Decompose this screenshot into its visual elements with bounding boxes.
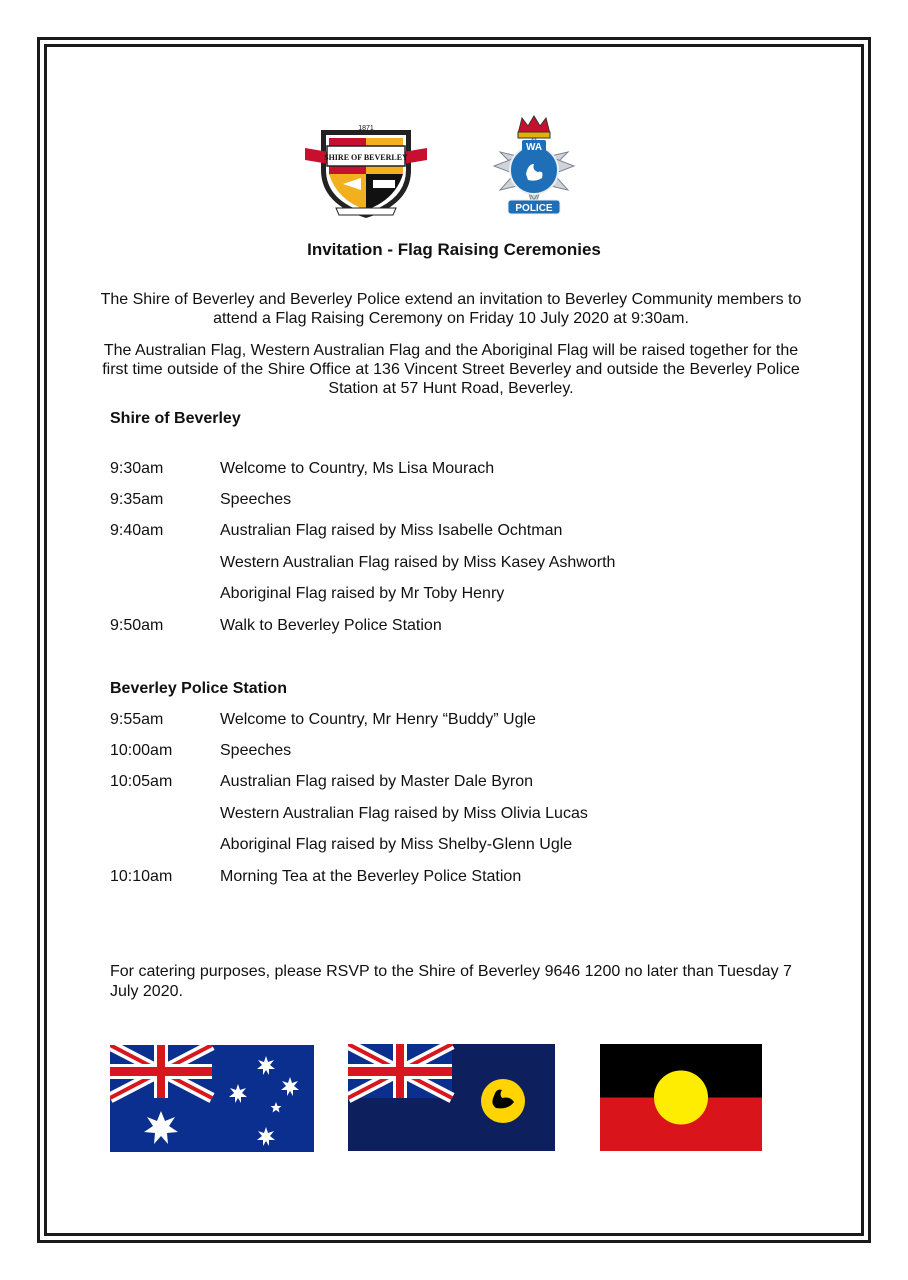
- police-badge-wa: WA: [525, 142, 543, 153]
- intro-paragraph-2: The Australian Flag, Western Australian Flag and the Aboriginal Flag will be raised together for the first time outside of the Shire Office at 136 Vincent Street Beverley and outside the Beverley Police Station at 57 Hunt Road, Beverley.: [102, 342, 800, 397]
- crown-icon: [518, 116, 550, 138]
- schedule-time: 10:00am: [110, 742, 173, 759]
- schedule-time: 9:35am: [110, 491, 164, 508]
- schedule-time: 9:30am: [110, 460, 164, 477]
- aboriginal-flag: [600, 1044, 762, 1151]
- schedule-time: 10:10am: [110, 868, 173, 885]
- schedule-desc: Morning Tea at the Beverley Police Station: [220, 868, 522, 885]
- schedule-time: 9:40am: [110, 522, 164, 539]
- schedule-desc: Speeches: [220, 491, 292, 508]
- schedule-desc: Speeches: [220, 742, 292, 759]
- schedule-desc: Australian Flag raised by Master Dale Byron: [220, 773, 534, 790]
- shire-crest-year: 1871: [358, 125, 374, 132]
- page-title: Invitation - Flag Raising Ceremonies: [307, 240, 601, 259]
- western-australian-flag: [348, 1044, 555, 1151]
- union-jack-icon: [348, 1044, 452, 1098]
- schedule-desc: Welcome to Country, Ms Lisa Mourach: [220, 460, 495, 477]
- police-badge-police: POLICE: [515, 203, 553, 214]
- schedule-desc: Western Australian Flag raised by Miss Olivia Lucas: [220, 805, 588, 822]
- schedule-time: 9:50am: [110, 617, 164, 634]
- wa-police-badge: [478, 112, 590, 222]
- schedule-desc: Aboriginal Flag raised by Mr Toby Henry: [220, 585, 505, 602]
- schedule-desc: Aboriginal Flag raised by Miss Shelby-Glenn Ugle: [220, 836, 573, 853]
- schedule-desc: Welcome to Country, Mr Henry “Buddy” Ugle: [220, 711, 536, 728]
- intro-paragraph-1: The Shire of Beverley and Beverley Police extend an invitation to Beverley Community members to attend a Flag Raising Ceremony on Friday 10 July 2020 at 9:30am.: [100, 291, 802, 327]
- shire-section-heading: Shire of Beverley: [110, 410, 241, 427]
- shire-of-beverley-crest: [303, 118, 429, 220]
- police-section-heading: Beverley Police Station: [110, 680, 287, 697]
- schedule-desc: Walk to Beverley Police Station: [220, 617, 442, 634]
- aboriginal-flag-sun: [654, 1071, 708, 1125]
- schedule-time: 9:55am: [110, 711, 164, 728]
- shire-crest-label: SHIRE OF BEVERLEY: [324, 153, 408, 162]
- union-jack-icon: [110, 1045, 212, 1098]
- schedule-desc: Australian Flag raised by Miss Isabelle Ochtman: [220, 522, 563, 539]
- schedule-desc: Western Australian Flag raised by Miss Kasey Ashworth: [220, 554, 616, 571]
- schedule-time: 10:05am: [110, 773, 173, 790]
- rsvp-note: For catering purposes, please RSVP to the Shire of Beverley 9646 1200 no later than Tuesday 7 July 2020.: [110, 963, 792, 1000]
- australian-flag: [110, 1045, 314, 1152]
